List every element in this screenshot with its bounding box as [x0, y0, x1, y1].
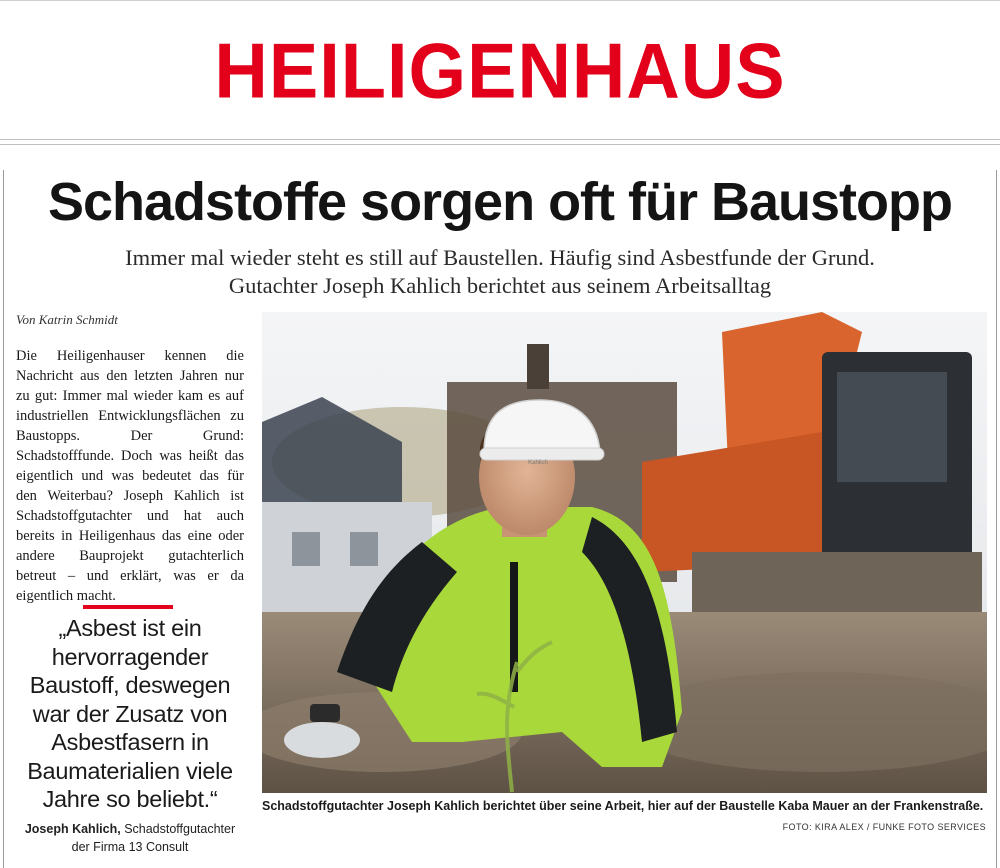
photo-hard-hat-label: Kahlich: [528, 460, 548, 466]
photo-person-watch: [310, 704, 340, 722]
photo-hard-hat-brim: [480, 448, 604, 460]
quote-role: Schadstoffgutachter: [124, 822, 236, 836]
photo-house-window: [292, 532, 320, 566]
masthead: [0, 0, 1000, 140]
subhead-line-2: Gutachter Joseph Kahlich berichtet aus seinem Arbeitsalltag: [228, 273, 772, 298]
photo-machine-exhaust: [527, 344, 549, 389]
subhead-line-1: Immer mal wieder steht es still auf Baustellen. Häufig sind Asbestfunde der Grund.: [125, 245, 875, 270]
article-body: Die Heiligenhauser kennen die Nachricht aus den letzten Jahren nur zu gut: Immer mal wieder kam es auf industriellen Entwicklungsflächen zu Baustopps. Der Grund: Schadstofffunde. Doch was heißt das eigentlich und was bedeutet das für den Weiterbau? Joseph Kahlich ist Schadstoffgutachter und hat auch bereits in Heiligenhaus das eine oder andere Bauprojekt gutachterlich betreut – und erklärt, was er da eigentlich macht.: [16, 348, 244, 604]
quote-accent-rule: [83, 605, 173, 609]
quote-author: Joseph Kahlich,: [24, 822, 121, 836]
quote-attribution: [10, 820, 250, 856]
article-subhead: [0, 244, 1000, 300]
photo-credit: FOTO: KIRA ALEX / FUNKE FOTO SERVICES: [782, 822, 986, 832]
article-byline: Von Katrin Schmidt: [16, 312, 118, 327]
masthead-title: HEILIGENHAUS: [214, 26, 786, 114]
photo-illustration: [262, 312, 987, 793]
article-headline: Schadstoffe sorgen oft für Baustopp: [47, 172, 952, 232]
photo-excavator-track: [692, 552, 982, 612]
quote-company: der Firma 13 Consult: [71, 840, 189, 854]
photo-house-window: [350, 532, 378, 566]
photo-cab-window: [837, 372, 947, 482]
article-photo: [262, 312, 987, 793]
pull-quote: „Asbest ist ein hervorragender Baustoff, deswegen war der Zusatz von Asbestfasern in Baumaterialien viele Jahre so beliebt.“: [27, 615, 233, 812]
photo-caption: Schadstoffgutachter Joseph Kahlich berichtet über seine Arbeit, hier auf der Baustelle Kaba Mauer an der Frankenstraße.: [262, 799, 984, 813]
masthead-rule: [0, 144, 1000, 145]
photo-person-glove: [284, 722, 360, 758]
